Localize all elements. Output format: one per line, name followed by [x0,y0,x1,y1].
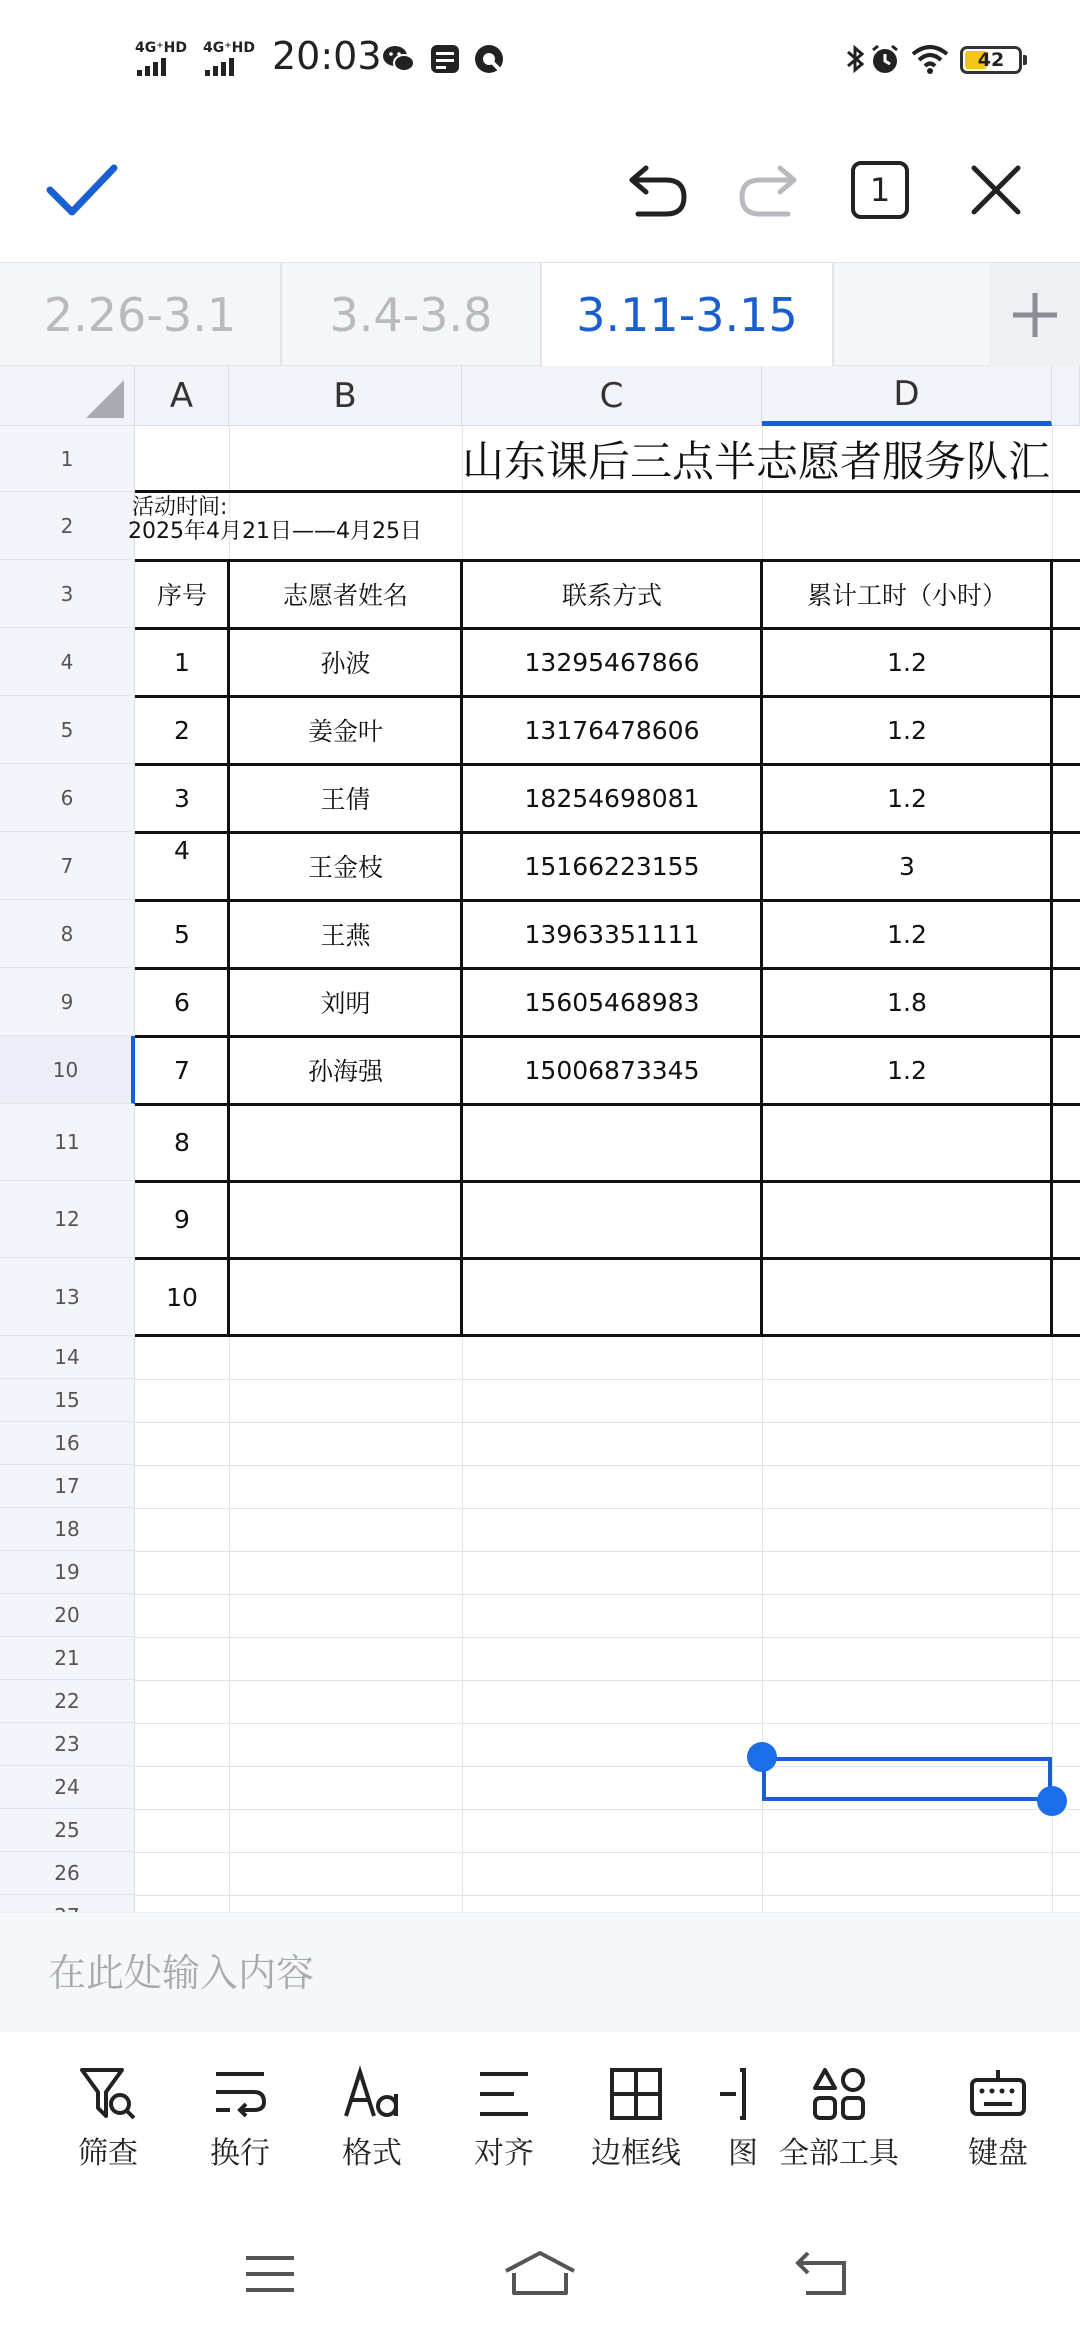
wechat-icon [382,42,416,76]
row-header[interactable]: 26 [0,1852,135,1895]
table-cell[interactable]: 王倩 [320,785,371,814]
row-header[interactable]: 21 [0,1637,135,1680]
table-cell[interactable] [462,1104,762,1181]
table-cell[interactable]: 刘明 [320,989,371,1018]
spreadsheet-grid[interactable] [0,366,1080,1912]
plus-icon [1010,290,1060,340]
column-header-e[interactable] [1052,366,1080,426]
clock: 20:03 [272,34,382,78]
wrap-text-icon [210,2066,270,2122]
table-cell[interactable]: 1.8 [887,987,927,1017]
check-icon [44,160,120,220]
keyboard-button[interactable]: 键盘 [938,2066,1058,2176]
row-header[interactable]: 7 [0,832,135,900]
page-count: 1 [851,161,909,219]
table-cell[interactable]: 3 [174,783,190,813]
table-cell[interactable]: 10 [166,1282,198,1312]
align-button[interactable]: 对齐 [444,2066,564,2176]
table-cell[interactable]: 1.2 [887,647,927,677]
table-cell[interactable]: 王燕 [320,921,371,950]
column-header-d[interactable]: D [762,366,1052,426]
table-cell[interactable]: 王金枝 [307,853,383,882]
table-cell[interactable]: 5 [174,919,190,949]
redo-icon [736,160,800,220]
table-cell[interactable]: 1 [174,647,190,677]
row-header[interactable]: 1 [0,426,135,492]
table-cell[interactable]: 9 [174,1205,190,1234]
cell-input-bar [0,1912,1080,2032]
close-icon [968,162,1024,218]
table-cell[interactable]: 1.2 [887,783,927,813]
bottom-tool-bar [0,2032,1080,2182]
table-cell[interactable]: 18254698081 [524,783,700,813]
back-icon [794,2249,854,2299]
sheet-tab-3[interactable]: 3.11-3.15 [542,263,834,367]
table-cell[interactable] [762,1258,1052,1336]
row-header[interactable]: 12 [0,1181,135,1258]
table-cell[interactable] [762,1104,1052,1181]
system-nav-bar [0,2200,1080,2340]
table-cell[interactable]: 1.2 [887,715,927,745]
row-header[interactable]: 25 [0,1809,135,1852]
home-nav-button[interactable] [500,2244,580,2304]
column-header-c[interactable]: C [462,366,762,426]
row-header[interactable]: 2 [0,492,135,560]
q-app-icon [472,42,506,76]
table-cell[interactable]: 4 [174,835,190,865]
align-icon [474,2066,534,2122]
table-cell[interactable]: 孙波 [320,649,371,678]
format-button[interactable]: 格式 [312,2066,432,2176]
row-header[interactable]: 18 [0,1508,135,1551]
table-cell[interactable]: 1.2 [887,919,927,949]
wifi-icon [910,42,944,76]
table-cell[interactable] [229,1258,462,1336]
row-header[interactable]: 14 [0,1336,135,1379]
table-cell[interactable]: 姜金叶 [307,717,383,746]
corner-triangle-icon [0,366,135,426]
row-header[interactable]: 16 [0,1422,135,1465]
row-header[interactable]: 24 [0,1766,135,1809]
wrap-text-button[interactable]: 换行 [180,2066,300,2176]
sheet-tabs [0,262,1080,366]
activity-dates[interactable]: 2025年4月21日——4月25日 [128,519,422,544]
table-cell[interactable] [762,1181,1052,1258]
header-cell-contact[interactable]: 联系方式 [561,581,662,610]
row-header[interactable]: 4 [0,628,135,696]
add-sheet-button[interactable] [990,263,1080,367]
border-icon [606,2066,666,2122]
row-header[interactable]: 9 [0,968,135,1036]
sheet-tab-2[interactable]: 3.4-3.8 [282,263,542,367]
row-header[interactable]: 23 [0,1723,135,1766]
header-cell-no[interactable]: 序号 [156,581,207,610]
row-header[interactable]: 22 [0,1680,135,1723]
undo-button[interactable] [618,150,698,230]
menu-icon [242,2252,298,2296]
table-cell[interactable] [229,1181,462,1258]
table-cell[interactable]: 13963351111 [524,919,700,949]
filter-search-icon [78,2066,138,2122]
table-cell[interactable]: 15166223155 [524,851,700,881]
sheet-title[interactable]: 山东课后三点半志愿者服务队汇 [462,437,1051,486]
row-header[interactable]: 15 [0,1379,135,1422]
sheet-tab-1[interactable]: 2.26-3.1 [0,263,282,367]
row-header[interactable]: 11 [0,1104,135,1181]
table-cell[interactable]: 1.2 [887,1055,927,1085]
battery-indicator: 42 [960,46,1022,74]
keyboard-icon [968,2066,1028,2122]
cell-signal-2: 4G⁺HD [203,40,261,76]
text-format-icon [342,2066,402,2122]
image-button[interactable]: 图 [700,2066,750,2176]
select-all-corner[interactable] [0,366,135,426]
image-icon [700,2066,750,2122]
home-icon [502,2249,578,2299]
table-cell[interactable]: 8 [174,1128,190,1157]
undo-icon [626,160,690,220]
column-header-a[interactable]: A [135,366,229,426]
table-cell[interactable]: 2 [174,715,190,745]
border-button[interactable]: 边框线 [576,2066,696,2176]
table-cell[interactable] [462,1181,762,1258]
header-cell-name[interactable]: 志愿者姓名 [282,581,408,610]
back-nav-button[interactable] [784,2244,864,2304]
selection-handle-end[interactable] [1037,1786,1067,1816]
cell-signal-1: 4G⁺HD [135,40,193,76]
table-cell[interactable]: 3 [899,851,915,881]
status-bar [0,0,1080,120]
table-cell[interactable]: 15605468983 [524,987,700,1017]
selection-handle-start[interactable] [747,1742,777,1772]
confirm-button[interactable] [42,150,122,230]
activity-time-label[interactable]: 活动时间: [132,495,228,520]
row-header[interactable]: 20 [0,1594,135,1637]
redo-button[interactable] [728,150,808,230]
cell-content-input[interactable] [48,1943,948,2003]
filter-button[interactable]: 筛查 [48,2066,168,2176]
column-header-b[interactable]: B [229,366,462,426]
edit-toolbar [0,120,1080,260]
table-cell[interactable]: 孙海强 [307,1057,383,1086]
page-count-button[interactable] [840,150,920,230]
menu-nav-button[interactable] [230,2244,310,2304]
row-header[interactable]: 8 [0,900,135,968]
table-cell[interactable]: 15006873345 [524,1055,700,1085]
all-tools-icon [809,2066,869,2122]
bluetooth-icon [838,42,872,76]
table-cell[interactable]: 7 [174,1055,190,1085]
row-header[interactable]: 17 [0,1465,135,1508]
row-header[interactable]: 6 [0,764,135,832]
cell-selection[interactable] [762,1757,1052,1801]
table-cell[interactable] [462,1258,762,1336]
all-tools-button[interactable]: 全部工具 [774,2066,904,2176]
alarm-icon [868,42,902,76]
row-header[interactable]: 19 [0,1551,135,1594]
row-header[interactable]: 5 [0,696,135,764]
table-cell[interactable]: 13176478606 [524,715,700,745]
header-cell-hours[interactable]: 累计工时（小时） [806,581,1007,610]
close-button[interactable] [956,150,1036,230]
table-cell[interactable] [229,1104,462,1181]
table-cell[interactable]: 13295467866 [524,647,700,677]
row-header-selected[interactable]: 10 [0,1036,135,1104]
message-box-icon [428,42,462,76]
row-header[interactable]: 13 [0,1258,135,1336]
table-cell[interactable]: 6 [174,987,190,1017]
row-header[interactable]: 3 [0,560,135,628]
